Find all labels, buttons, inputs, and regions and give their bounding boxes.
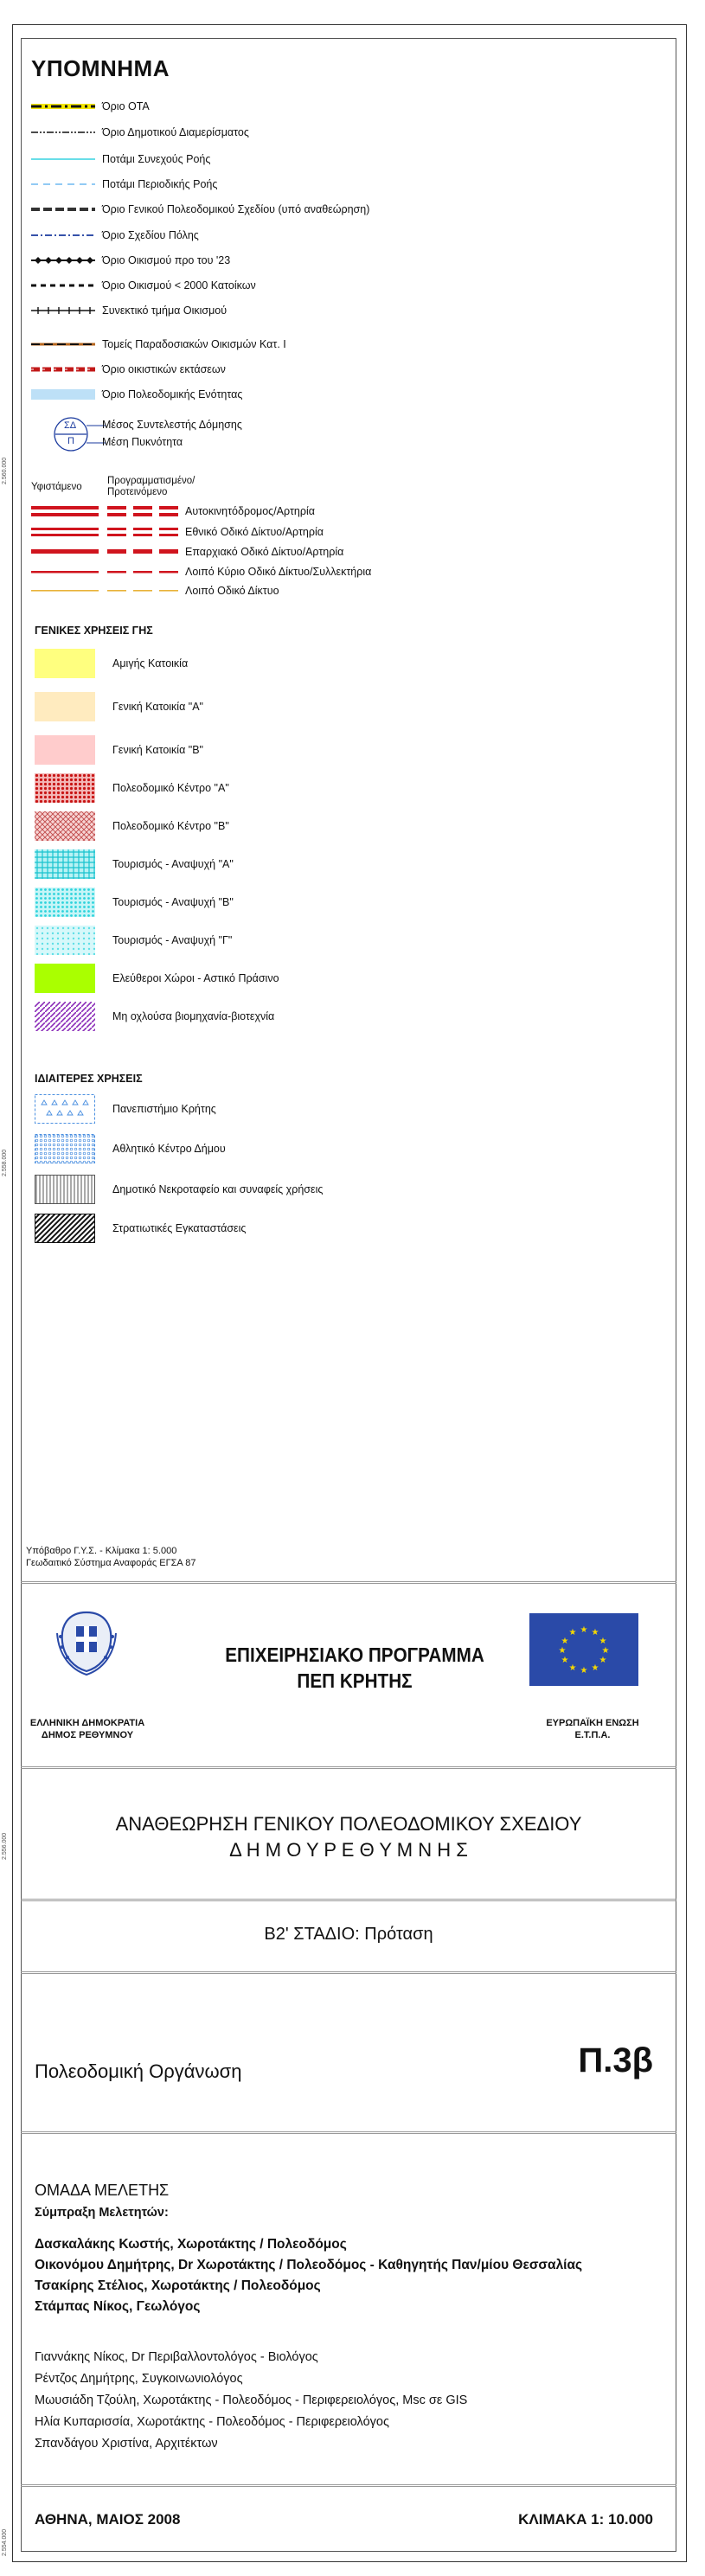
- landuse-swatch-urban-center-b: [35, 811, 95, 841]
- special-use-label: Πανεπιστήμιο Κρήτης: [112, 1103, 216, 1115]
- land-use-label: Μη οχλούσα βιομηχανία-βιοτεχνία: [112, 1010, 275, 1022]
- road-existing-icon: [31, 544, 99, 560]
- road-label: Εθνικό Οδικό Δίκτυο/Αρτηρία: [185, 526, 324, 538]
- legend-label: Όριο οικιστικών εκτάσεων: [102, 363, 226, 375]
- team-subheading: Σύμπραξη Μελετητών:: [35, 2206, 169, 2220]
- legend-item-ota-boundary: [31, 98, 637, 115]
- road-item-collector: [31, 564, 637, 580]
- land-use-label: Τουρισμός - Αναψυχή "Β": [112, 896, 234, 908]
- svg-text:★: ★: [599, 1656, 607, 1665]
- drawing-title: Πολεοδομική Οργάνωση: [35, 2060, 242, 2082]
- landuse-swatch-tourism-b: [35, 888, 95, 917]
- road-label: Λοιπό Οδικό Δίκτυο: [185, 585, 279, 597]
- svg-text:★: ★: [591, 1628, 599, 1637]
- divider: [21, 1899, 676, 1901]
- special-use-item: [35, 1214, 640, 1245]
- landuse-swatch-general-residential-a: [35, 692, 95, 721]
- land-use-item: [35, 811, 640, 843]
- land-use-label: Γενική Κατοικία "Β": [112, 744, 203, 756]
- legend-label: Ποτάμι Περιοδικής Ροής: [102, 178, 218, 190]
- side-coordinate-mark: 2.560.000: [2, 457, 8, 484]
- svg-text:★: ★: [561, 1656, 569, 1665]
- svg-text:★: ★: [558, 1646, 567, 1656]
- road-existing-icon: [31, 503, 99, 519]
- special-use-label: Αθλητικό Κέντρο Δήμου: [112, 1143, 226, 1155]
- land-use-label: Αμιγής Κατοικία: [112, 657, 189, 670]
- landuse-swatch-general-residential-b: [35, 735, 95, 765]
- divider: [21, 2484, 676, 2487]
- team-partner: Στάμπας Νίκος, Γεωλόγος: [35, 2299, 201, 2314]
- special-swatch-cemetery: [35, 1175, 95, 1204]
- svg-text:★: ★: [601, 1646, 610, 1656]
- road-planned-icon: [107, 583, 178, 599]
- boundary-line-icon: [31, 98, 95, 115]
- svg-text:★: ★: [599, 1637, 607, 1646]
- greek-republic-label: ΕΛΛΗΝΙΚΗ ΔΗΜΟΚΡΑΤΙΑ: [29, 1718, 145, 1728]
- land-use-label: Πολεοδομικό Κέντρο "Β": [112, 820, 229, 832]
- legend-label: Όριο Δημοτικού Διαμερίσματος: [102, 126, 249, 138]
- road-label: Επαρχιακό Οδικό Δίκτυο/Αρτηρία: [185, 546, 344, 558]
- team-partner: Δασκαλάκης Κωστής, Χωροτάκτης / Πολεοδόμος: [35, 2237, 347, 2252]
- legend-item-planning-unit: [31, 386, 637, 403]
- legend-label: Όριο Οικισμού < 2000 Κατοίκων: [102, 279, 256, 292]
- divider: [21, 2131, 676, 2134]
- greek-emblem-icon: [50, 1607, 123, 1676]
- drawing-code: Π.3β: [578, 2041, 653, 2079]
- legend-item-river-periodic: [31, 176, 637, 193]
- landuse-swatch-urban-center-a: [35, 773, 95, 803]
- team-member: Ρέντζος Δημήτρης, Συγκοινωνιολόγος: [35, 2372, 243, 2386]
- road-label: Αυτοκινητόδρομος/Αρτηρία: [185, 505, 315, 517]
- river-dashed-line-icon: [31, 176, 95, 193]
- special-use-item: [35, 1094, 640, 1125]
- special-use-label: Στρατιωτικές Εγκαταστάσεις: [112, 1222, 247, 1234]
- base-map-note-1: Υπόβαθρο Γ.Υ.Σ. - Κλίμακα 1: 5.000: [26, 1546, 177, 1556]
- team-member: Ηλία Κυπαρισσία, Χωροτάκτης - Πολεοδόμος - Περιφερειολόγος: [35, 2415, 389, 2429]
- legend-label: Τομείς Παραδοσιακών Οικισμών Κατ. Ι: [102, 338, 286, 350]
- legend-title: ΥΠΟΜΝΗΜΑ: [31, 55, 170, 81]
- density-label-bottom: Μέση Πυκνότητα: [102, 436, 183, 448]
- side-coordinate-mark: 2.554.000: [2, 2528, 8, 2556]
- planning-unit-icon: [31, 386, 95, 403]
- land-use-heading: ΓΕΝΙΚΕΣ ΧΡΗΣΕΙΣ ΓΗΣ: [35, 625, 153, 637]
- project-title-2: Δ Η Μ Ο Υ Ρ Ε Θ Υ Μ Ν Η Σ: [229, 1839, 468, 1861]
- road-planned-icon: [107, 503, 178, 519]
- landuse-swatch-green-space: [35, 964, 95, 993]
- road-planned-icon: [107, 564, 178, 580]
- land-use-item: [35, 649, 640, 680]
- place-date: ΑΘΗΝΑ, ΜΑΙΟΣ 2008: [35, 2511, 181, 2528]
- special-swatch-sports-center: [35, 1134, 95, 1163]
- road-planned-icon: [107, 544, 178, 560]
- stage-label: Β2' ΣΤΑΔΙΟ: Πρόταση: [264, 1925, 433, 1944]
- divider: [21, 1581, 676, 1584]
- density-symbol-bottom: Π: [67, 436, 74, 446]
- land-use-label: Γενική Κατοικία "Α": [112, 701, 203, 713]
- special-use-item: [35, 1175, 640, 1206]
- svg-text:★: ★: [568, 1663, 577, 1673]
- legend-label: Όριο Σχεδίου Πόλης: [102, 229, 199, 241]
- legend-label: Ποτάμι Συνεχούς Ροής: [102, 153, 211, 165]
- legend-item-river-permanent: [31, 151, 637, 168]
- road-item-motorway: [31, 503, 637, 519]
- svg-text:★: ★: [561, 1637, 569, 1646]
- legend-item-district-boundary: [31, 124, 637, 141]
- eu-flag-icon: [529, 1613, 638, 1686]
- svg-text:★: ★: [591, 1663, 599, 1673]
- brown-dashed-line-icon: [31, 336, 95, 353]
- divider: [21, 1766, 676, 1769]
- special-swatch-military: [35, 1214, 95, 1243]
- road-item-provincial: [31, 544, 637, 560]
- plus-line-icon: [31, 302, 95, 319]
- legend-item-city-plan-boundary: [31, 227, 637, 244]
- special-swatch-university: [35, 1094, 95, 1124]
- svg-text:★: ★: [580, 1666, 588, 1676]
- land-use-label: Τουρισμός - Αναψυχή "Α": [112, 858, 234, 870]
- legend-label: Όριο Οικισμού προ του '23: [102, 254, 231, 266]
- roads-col-planned: Προγραμματισμένο/ Προτεινόμενο: [107, 476, 195, 497]
- team-partner: Τσακίρης Στέλιος, Χωροτάκτης / Πολεοδόμος: [35, 2278, 321, 2293]
- landuse-swatch-light-industry: [35, 1002, 95, 1031]
- red-dashed-line-icon: [31, 361, 95, 378]
- side-coordinate-mark: 2.556.000: [2, 1832, 8, 1860]
- land-use-item: [35, 735, 640, 766]
- project-title-1: ΑΝΑΘΕΩΡΗΣΗ ΓΕΝΙΚΟΥ ΠΟΛΕΟΔΟΜΙΚΟΥ ΣΧΕΔΙΟΥ: [115, 1813, 582, 1835]
- land-use-item: [35, 773, 640, 804]
- land-use-label: Τουρισμός - Αναψυχή "Γ": [112, 934, 233, 946]
- thick-dashed-line-icon: [31, 201, 95, 218]
- landuse-swatch-pure-residential: [35, 649, 95, 678]
- team-heading: ΟΜΑΔΑ ΜΕΛΕΤΗΣ: [35, 2182, 170, 2199]
- side-coordinate-mark: 2.558.000: [2, 1149, 8, 1176]
- roads-col-existing: Υφιστάμενο: [31, 482, 82, 492]
- legend-label: Όριο ΟΤΑ: [102, 100, 150, 112]
- road-existing-icon: [31, 583, 99, 599]
- blue-dash-dot-line-icon: [31, 227, 95, 244]
- legend-item-settlement-pre23: [31, 252, 637, 269]
- legend-label: Όριο Πολεοδομικής Ενότητας: [102, 388, 243, 400]
- river-line-icon: [31, 151, 95, 168]
- land-use-label: Πολεοδομικό Κέντρο "Α": [112, 782, 229, 794]
- svg-text:★: ★: [568, 1628, 577, 1637]
- land-use-item: [35, 692, 640, 723]
- base-map-note-2: Γεωδαιτικό Σύστημα Αναφοράς ΕΓΣΑ 87: [26, 1558, 196, 1568]
- dashed-line-icon: [31, 277, 95, 294]
- road-planned-icon: [107, 524, 178, 540]
- legend-item-gps-boundary: [31, 201, 637, 218]
- landuse-swatch-tourism-c: [35, 926, 95, 955]
- team-member: Γιαννάκης Νίκος, Dr Περιβαλλοντολόγος - Βιολόγος: [35, 2350, 318, 2364]
- legend-item-residential-limit: [31, 361, 637, 378]
- road-item-national: [31, 524, 637, 540]
- program-title-2: ΠΕΠ ΚΡΗΤΗΣ: [297, 1669, 413, 1692]
- scale-label: ΚΛΙΜΑΚΑ 1: 10.000: [518, 2511, 653, 2528]
- special-use-item: [35, 1134, 640, 1165]
- team-member: Σπανδάγου Χριστίνα, Αρχιτέκτων: [35, 2437, 218, 2451]
- program-title-1: ΕΠΙΧΕΙΡΗΣΙΑΚΟ ΠΡΟΓΡΑΜΜΑ: [225, 1644, 484, 1666]
- road-label: Λοιπό Κύριο Οδικό Δίκτυο/Συλλεκτήρια: [185, 566, 372, 578]
- eu-label: ΕΥΡΩΠΑΪΚΗ ΕΝΩΣΗ: [546, 1718, 639, 1728]
- land-use-item: [35, 1002, 640, 1033]
- team-member: Μωυσιάδη Τζούλη, Χωροτάκτης - Πολεοδόμος - Περιφερειολόγος, Msc σε GIS: [35, 2393, 468, 2407]
- density-label-top: Μέσος Συντελεστής Δόμησης: [102, 419, 242, 431]
- dash-dot-line-icon: [31, 124, 95, 141]
- land-use-item: [35, 888, 640, 919]
- landuse-swatch-tourism-a: [35, 849, 95, 879]
- legend-item-cohesive-part: [31, 302, 637, 319]
- erdf-label: Ε.Τ.Π.Α.: [574, 1730, 611, 1740]
- divider: [21, 1971, 676, 1974]
- road-existing-icon: [31, 524, 99, 540]
- legend-label: Συνεκτικό τμήμα Οικισμού: [102, 304, 228, 317]
- land-use-item: [35, 926, 640, 957]
- road-item-other: [31, 583, 637, 599]
- special-use-heading: ΙΔΙΑΙΤΕΡΕΣ ΧΡΗΣΕΙΣ: [35, 1073, 143, 1085]
- land-use-label: Ελεύθεροι Χώροι - Αστικό Πράσινο: [112, 972, 279, 984]
- team-partner: Οικονόμου Δημήτρης, Dr Χωροτάκτης / Πολεοδόμος - Καθηγητής Παν/μίου Θεσσαλίας: [35, 2258, 583, 2272]
- special-use-label: Δημοτικό Νεκροταφείο και συναφείς χρήσεις: [112, 1183, 324, 1195]
- land-use-item: [35, 849, 640, 881]
- legend-item-settlement-small: [31, 277, 637, 294]
- legend-item-traditional-sectors: [31, 336, 637, 353]
- land-use-item: [35, 964, 640, 995]
- legend-label: Όριο Γενικού Πολεοδομικού Σχεδίου (υπό αναθεώρηση): [102, 203, 370, 215]
- municipality-label: ΔΗΜΟΣ ΡΕΘΥΜΝΟΥ: [41, 1730, 134, 1740]
- road-existing-icon: [31, 564, 99, 580]
- density-symbol-top: ΣΔ: [64, 420, 77, 431]
- svg-text:★: ★: [580, 1625, 588, 1635]
- diamond-line-icon: [31, 252, 95, 269]
